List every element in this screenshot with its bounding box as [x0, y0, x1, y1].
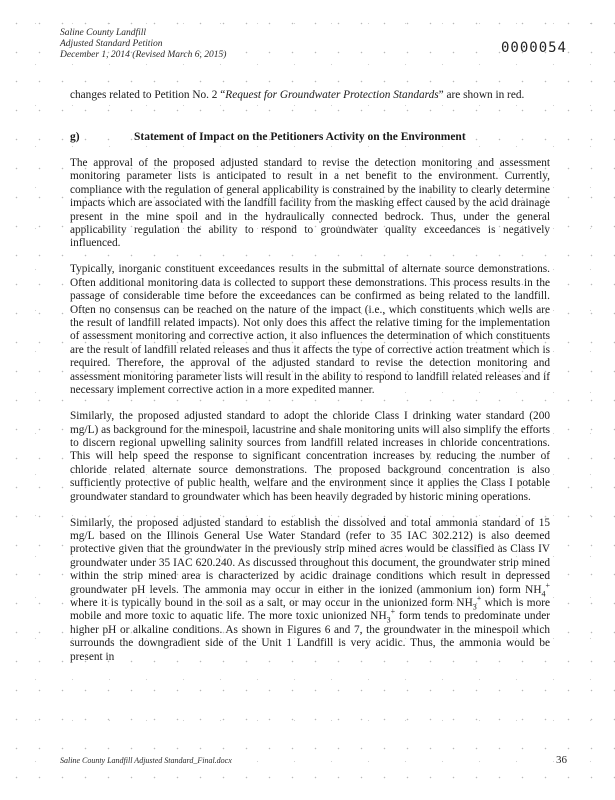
lead-petition-title: Request for Groundwater Protection Standards [225, 89, 439, 101]
subscript-4: 4 [541, 588, 546, 598]
ammonia-text-4: form tends to predominate under higher pH or alkaline conditions. As shown in Figures 6 and 7, the groundwater in the minespoil which surrounds the downgradient side of the Unit 1 Landfill is very acidic. Thus, the ammonia would be present in [70, 610, 550, 663]
running-header [60, 28, 226, 61]
superscript-plus: + [545, 580, 550, 590]
section-letter: g) [70, 131, 80, 143]
section-heading [70, 131, 466, 143]
lead-paragraph [70, 89, 550, 102]
paragraph-chloride: Similarly, the proposed adjusted standard to adopt the chloride Class I drinking water standard (200 mg/L) as background for the minespoil, lacustrine and shale monitoring units will also simplify the efforts to discern regional upwelling salinity sources from landfill related increases in chloride concentrations. This will help speed the response to significant concentration increases by reducing the number of chloride related alternate source demonstrations. The proposed background concentration is also sufficiently protective of public health, welfare and the environment since it applies the Class I potable groundwater standard to groundwater which has been heavily degraded by historic mining operations. [70, 410, 550, 503]
superscript-plus: + [476, 594, 482, 604]
header-document: Adjusted Standard Petition [60, 39, 163, 49]
ammonia-text-1: Similarly, the proposed adjusted standard to establish the dissolved and total ammonia standard of 15 mg/L based on the Illinois General Use Water Standard (refer to 35 IAC 302.212) is also deemed protective given that the groundwater in the previously strip mined acres would be classified as Class IV groundwater under 35 IAC 620.240. As discussed throughout this document, the groundwater strip mined within the strip mined area is characterized by acidic drainage conditions which result in depressed groundwater pH levels. The ammonia may occur in either in the ionized (ammonium ion) form NH [70, 516, 550, 596]
paragraph-ammonia [70, 517, 550, 664]
ammonia-text-2: where it is typically bound in the soil as a salt, or may occur in the unionized form NH [70, 596, 473, 609]
footer-filename: Saline County Landfill Adjusted Standard_Final.docx [60, 756, 232, 765]
header-date: December 1, 2014 (Revised March 6, 2015) [60, 50, 227, 60]
lead-text-pre: changes related to Petition No. 2 “ [70, 89, 226, 101]
body-text [70, 157, 550, 677]
bates-number: 0000054 [500, 40, 567, 56]
subscript-3: 3 [386, 615, 391, 625]
superscript-plus: + [390, 607, 396, 617]
paragraph-alternate-source: Typically, inorganic constituent exceedances results in the submittal of alternate source demonstrations. Often additional monitoring data is collected to support these demonstrations. This process results in the passage of considerable time before the exceedances can be confirmed as being related to the landfill. Often no consensus can be reached on the nature of the impact (i.e., which constituents which wells are the result of landfill related impacts). Not only does this affect the relative timing for the implementation of assessment monitoring and corrective action, it also influences the determination of which constituents are the result of landfill related releases and thus it affects the type of corrective action treatment which is required. Therefore, the approval of the adjusted standard to revise the detection monitoring and assessment monitoring parameter lists will result in the ability to respond to landfill related releases and if necessary implement corrective action in a more expedited manner. [70, 263, 550, 397]
header-facility: Saline County Landfill [60, 28, 147, 38]
lead-text-post: ” are shown in red. [438, 89, 525, 101]
paragraph-net-benefit: The approval of the proposed adjusted standard to revise the detection monitoring and assessment monitoring parameter lists is anticipated to result in a net benefit to the environment. Currently, compliance with the regulation of general applicability is constrained by the inability to clearly determine impacts which are associated with the landfill facility from the masking effect caused by the acid drainage present in the mine spoil and in the hydraulically connected bedrock. Thus, under the general applicability regulation the ability to respond to groundwater quality exceedances is negatively influenced. [70, 157, 550, 250]
ammonia-text-3: which is more mobile and more toxic to aquatic life. The more toxic unionized NH [70, 596, 550, 623]
section-title: Statement of Impact on the Petitioners Activity on the Environment [134, 131, 466, 143]
subscript-3: 3 [472, 602, 477, 612]
page-number: 36 [556, 754, 567, 766]
